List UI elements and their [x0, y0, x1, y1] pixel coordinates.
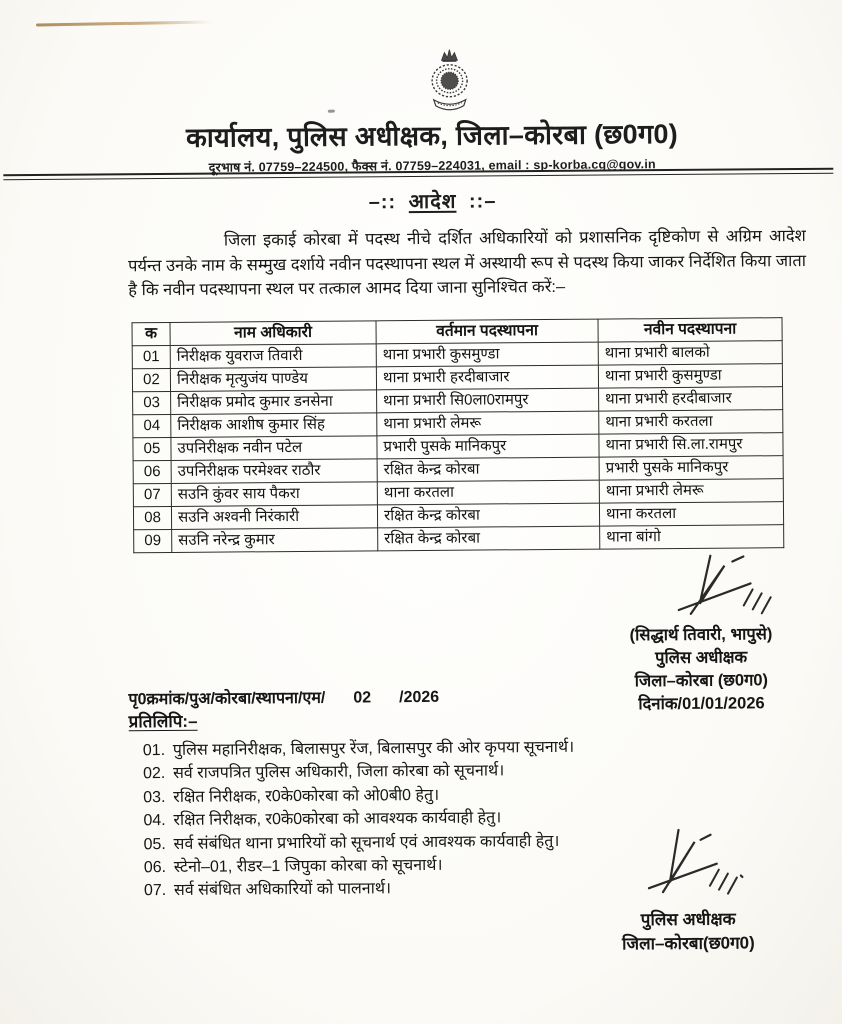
order-heading: [92, 184, 772, 216]
cell-new-posting: थाना प्रभारी कुसमुण्डा: [598, 364, 782, 388]
order-body-paragraph: जिला इकाई कोरबा में पदस्थ नीचे दर्शित अधिकारियों को प्रशासनिक दृष्टिकोण से अग्रिम आदेश पर्यन्त उनके नाम के सम्मुख दर्शाये नवीन पदस्थापना स्थल में अस्थायी रूप से पदस्थ किया जाकर निर्देशित किया जाता है कि नवीन पदस्थापना स्थल पर तत्काल आमद दिया जाना सुनिश्चित करें:–: [127, 226, 807, 300]
cell-current-posting: थाना प्रभारी कुसमुण्डा: [376, 342, 598, 367]
cell-new-posting: थाना प्रभारी सि.ला.रामपुर: [599, 433, 783, 457]
order-heading-suffix: ::–: [468, 190, 497, 213]
col-header-serial: क: [132, 322, 170, 345]
signatory-name: (सिद्धार्थ तिवारी, भापुसे): [629, 625, 773, 645]
cell-new-posting: थाना प्रभारी हरदीबाजार: [599, 387, 783, 411]
signature-icon: [644, 825, 749, 902]
copy-text: रक्षित निरीक्षक, र0के0कोरबा को आवश्यक कार्यवाही हेतु।: [173, 809, 502, 830]
cell-serial: 05: [133, 437, 171, 460]
order-date: दिनांक/01/01/2026: [638, 694, 765, 714]
office-title: कार्यालय, पुलिस अधीक्षक, जिला–कोरबा (छ0ग0): [185, 118, 679, 153]
copy-number: 03.: [143, 788, 166, 807]
cell-new-posting: थाना प्रभारी बालको: [598, 341, 782, 365]
cell-current-posting: रक्षित केन्द्र कोरबा: [377, 503, 599, 528]
cell-serial: 07: [133, 483, 171, 506]
cell-new-posting: प्रभारी पुसके मानिकपुर: [599, 456, 783, 480]
copy-number: 02.: [142, 765, 166, 783]
letterhead: [92, 113, 772, 176]
copy-text: सर्व राजपत्रित पुलिस अधिकारी, जिला कोरबा को सूचनार्थ।: [172, 762, 505, 783]
cell-current-posting: प्रभारी पुसके मानिकपुर: [377, 434, 599, 459]
signatory-district: जिला–कोरबा (छ0ग0): [634, 671, 769, 691]
cell-officer-name: निरीक्षक युवराज तिवारी: [170, 344, 376, 369]
cell-officer-name: सउनि अश्वनी निरंकारी: [171, 505, 377, 530]
cell-serial: 09: [134, 529, 172, 552]
posting-table: [132, 317, 785, 553]
signing-authority-block: [552, 551, 842, 717]
cell-serial: 01: [132, 345, 170, 368]
cell-officer-name: निरीक्षक आशीष कुमार सिंह: [171, 413, 377, 438]
memo-reference-line: [128, 685, 439, 709]
cell-current-posting: थाना प्रभारी लेमरू: [377, 411, 599, 436]
copy-text: सर्व संबंधित अधिकारियों को पालनार्थ।: [173, 880, 392, 900]
cell-current-posting: थाना प्रभारी हरदीबाजार: [376, 365, 598, 390]
cell-current-posting: थाना करतला: [377, 480, 599, 505]
copy-number: 01.: [142, 742, 166, 760]
copy-number: 07.: [143, 882, 167, 900]
memo-year: /2026: [399, 688, 440, 707]
cell-officer-name: उपनिरीक्षक परमेश्वर राठौर: [171, 459, 377, 484]
cell-officer-name: सउनि कुंवर साय पैकरा: [171, 482, 377, 507]
cell-serial: 08: [133, 506, 171, 529]
copy-text: स्टेनो–01, रीडर–1 जिपुका कोरबा को सूचनार्थ।: [173, 856, 443, 876]
copy-number: 04.: [143, 812, 166, 830]
cell-officer-name: निरीक्षक प्रमोद कुमार डनसेना: [171, 390, 377, 415]
cell-officer-name: सउनि नरेन्द्र कुमार: [172, 528, 378, 553]
order-heading-word: आदेश: [408, 190, 457, 214]
footer-signature-block: [554, 825, 821, 957]
cell-new-posting: थाना प्रभारी लेमरू: [599, 479, 783, 503]
cell-current-posting: रक्षित केन्द्र कोरबा: [377, 457, 599, 482]
cell-new-posting: थाना प्रभारी करतला: [599, 410, 783, 434]
cell-officer-name: निरीक्षक मृत्युजंय पाण्डेय: [170, 367, 376, 392]
cell-serial: 04: [133, 414, 171, 437]
memo-serial: 02: [353, 689, 372, 707]
signature-icon: [672, 551, 781, 622]
copy-text: सर्व संबंधित थाना प्रभारियों को सूचनार्थ एवं आवश्यक कार्यवाही हेतु।: [173, 832, 560, 853]
cell-current-posting: थाना प्रभारी सि0ला0रामपुर: [377, 388, 599, 413]
contact-line: दूरभाष नं. 07759–224500, फैक्स नं. 07759–224031, email : sp-korba.cg@gov.in: [208, 157, 656, 175]
copies-heading: प्रतिलिपि:–: [128, 711, 198, 732]
copy-text: पुलिस महानिरीक्षक, बिलासपुर रेंज, बिलासपुर की ओर कृपया सूचनार्थ।: [172, 738, 575, 759]
cell-officer-name: उपनिरीक्षक नवीन पटेल: [171, 436, 377, 461]
table-row: [134, 525, 784, 553]
ink-speck: [328, 110, 335, 113]
police-crest-icon: [420, 48, 479, 118]
copy-number: 05.: [143, 835, 166, 853]
cell-serial: 03: [133, 391, 171, 414]
col-header-new-posting: नवीन पदस्थापना: [598, 318, 782, 342]
footer-district: जिला–कोरबा(छ0ग0): [621, 933, 755, 954]
order-heading-prefix: –::: [368, 191, 397, 214]
cell-current-posting: रक्षित केन्द्र कोरबा: [378, 526, 600, 551]
col-header-officer-name: नाम अधिकारी: [170, 321, 376, 346]
signatory-designation: पुलिस अधीक्षक: [655, 648, 748, 668]
copy-number: 06.: [143, 859, 167, 877]
footer-designation: पुलिस अधीक्षक: [640, 909, 736, 930]
cell-serial: 02: [132, 368, 170, 391]
memo-prefix: पृ0क्रमांक/पुअ/कोरबा/स्थापना/एम/: [128, 689, 326, 709]
cell-serial: 06: [133, 460, 171, 483]
cell-new-posting: थाना बांगो: [600, 525, 784, 549]
col-header-current-posting: वर्तमान पदस्थापना: [376, 319, 598, 344]
cell-new-posting: थाना करतला: [599, 502, 783, 526]
copy-text: रक्षित निरीक्षक, र0के0कोरबा को ओ0बी0 हेतु।: [173, 786, 440, 806]
